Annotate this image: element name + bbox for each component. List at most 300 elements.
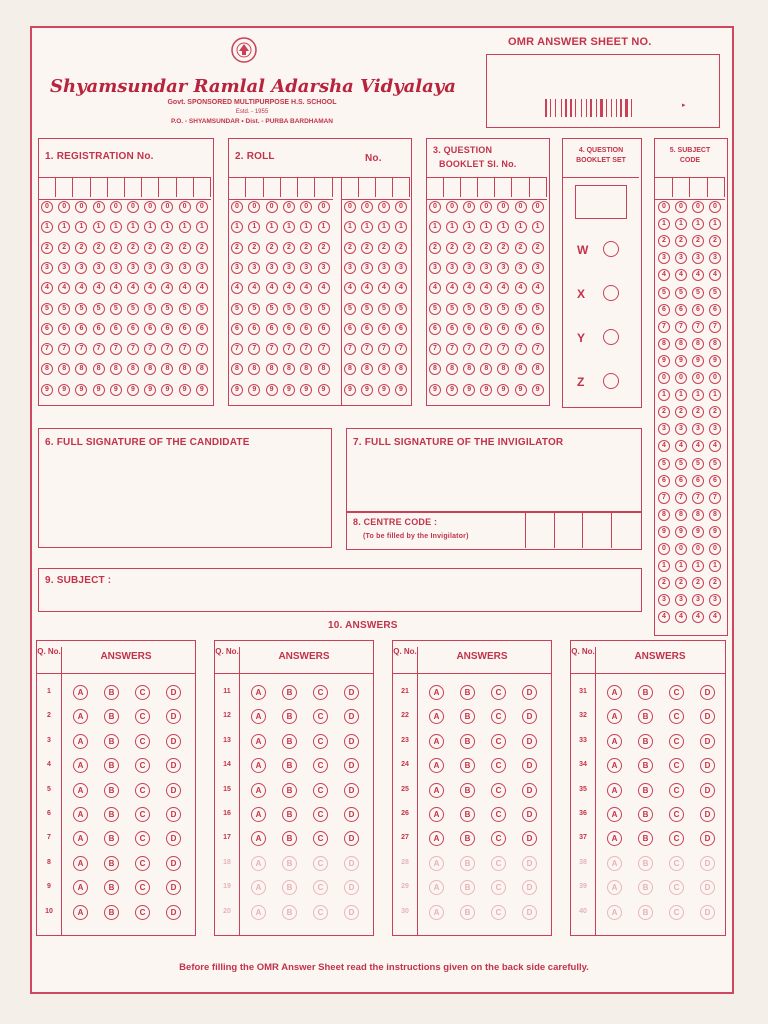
subject-code-bubble[interactable]: 3 bbox=[658, 594, 670, 606]
write-cell[interactable] bbox=[177, 177, 194, 197]
digit-bubble[interactable]: 1 bbox=[429, 221, 441, 233]
digit-bubble[interactable]: 7 bbox=[196, 343, 208, 355]
subject-code-bubble[interactable]: 7 bbox=[675, 492, 687, 504]
booklet-set-bubble[interactable] bbox=[603, 329, 619, 345]
digit-bubble[interactable]: 0 bbox=[395, 201, 407, 213]
digit-bubble[interactable]: 9 bbox=[446, 384, 458, 396]
answer-bubble[interactable]: A bbox=[73, 880, 88, 895]
answer-bubble[interactable]: C bbox=[491, 807, 506, 822]
subject-code-bubble[interactable]: 5 bbox=[658, 458, 670, 470]
digit-bubble[interactable]: 4 bbox=[93, 282, 105, 294]
subject-code-bubble[interactable]: 2 bbox=[658, 577, 670, 589]
answer-bubble[interactable]: A bbox=[607, 734, 622, 749]
write-cell[interactable] bbox=[159, 177, 176, 197]
digit-bubble[interactable]: 1 bbox=[497, 221, 509, 233]
subject-code-bubble[interactable]: 2 bbox=[675, 235, 687, 247]
subject-code-bubble[interactable]: 8 bbox=[658, 509, 670, 521]
subject-code-bubble[interactable]: 3 bbox=[709, 423, 721, 435]
digit-bubble[interactable]: 9 bbox=[300, 384, 312, 396]
write-cell[interactable] bbox=[673, 177, 691, 197]
digit-bubble[interactable]: 0 bbox=[480, 201, 492, 213]
digit-bubble[interactable]: 9 bbox=[248, 384, 260, 396]
digit-bubble[interactable]: 7 bbox=[110, 343, 122, 355]
digit-bubble[interactable]: 8 bbox=[515, 363, 527, 375]
digit-bubble[interactable]: 5 bbox=[361, 303, 373, 315]
subject-code-bubble[interactable]: 0 bbox=[709, 201, 721, 213]
subject-code-bubble[interactable]: 2 bbox=[658, 235, 670, 247]
write-cell[interactable] bbox=[298, 177, 315, 197]
write-cell[interactable] bbox=[342, 177, 359, 197]
answer-bubble[interactable]: C bbox=[669, 807, 684, 822]
centre-code-cells[interactable] bbox=[525, 513, 639, 548]
digit-bubble[interactable]: 8 bbox=[266, 363, 278, 375]
digit-bubble[interactable]: 5 bbox=[41, 303, 53, 315]
answer-bubble[interactable]: B bbox=[282, 709, 297, 724]
answer-bubble[interactable]: D bbox=[522, 758, 537, 773]
digit-bubble[interactable]: 2 bbox=[110, 242, 122, 254]
digit-bubble[interactable]: 1 bbox=[144, 221, 156, 233]
digit-bubble[interactable]: 3 bbox=[344, 262, 356, 274]
subject-code-bubble[interactable]: 1 bbox=[709, 218, 721, 230]
answer-bubble[interactable]: C bbox=[491, 905, 506, 920]
answer-bubble[interactable]: A bbox=[251, 783, 266, 798]
subject-code-bubble[interactable]: 5 bbox=[709, 287, 721, 299]
subject-code-bubble[interactable]: 9 bbox=[709, 355, 721, 367]
digit-bubble[interactable]: 3 bbox=[532, 262, 544, 274]
digit-bubble[interactable]: 0 bbox=[378, 201, 390, 213]
subject-code-bubble[interactable]: 8 bbox=[675, 338, 687, 350]
digit-bubble[interactable]: 9 bbox=[283, 384, 295, 396]
subject-code-bubble[interactable]: 0 bbox=[709, 543, 721, 555]
answer-bubble[interactable]: C bbox=[135, 807, 150, 822]
digit-bubble[interactable]: 0 bbox=[463, 201, 475, 213]
subject-code-bubble[interactable]: 2 bbox=[692, 577, 704, 589]
digit-bubble[interactable]: 2 bbox=[231, 242, 243, 254]
answer-bubble[interactable]: D bbox=[700, 783, 715, 798]
digit-bubble[interactable]: 5 bbox=[144, 303, 156, 315]
answer-bubble[interactable]: A bbox=[429, 758, 444, 773]
digit-bubble[interactable]: 0 bbox=[266, 201, 278, 213]
digit-bubble[interactable]: 2 bbox=[161, 242, 173, 254]
digit-bubble[interactable]: 2 bbox=[144, 242, 156, 254]
digit-bubble[interactable]: 3 bbox=[361, 262, 373, 274]
answer-bubble[interactable]: D bbox=[522, 905, 537, 920]
answer-bubble[interactable]: D bbox=[700, 734, 715, 749]
answer-bubble[interactable]: C bbox=[491, 758, 506, 773]
digit-bubble[interactable]: 4 bbox=[480, 282, 492, 294]
digit-bubble[interactable]: 7 bbox=[231, 343, 243, 355]
digit-bubble[interactable]: 8 bbox=[196, 363, 208, 375]
subject-code-bubble[interactable]: 5 bbox=[675, 287, 687, 299]
answer-bubble[interactable]: B bbox=[104, 905, 119, 920]
answer-bubble[interactable]: B bbox=[104, 880, 119, 895]
answer-bubble[interactable]: C bbox=[669, 758, 684, 773]
digit-bubble[interactable]: 6 bbox=[463, 323, 475, 335]
answer-bubble[interactable]: C bbox=[491, 734, 506, 749]
digit-bubble[interactable]: 7 bbox=[41, 343, 53, 355]
subject-code-bubble[interactable]: 1 bbox=[692, 560, 704, 572]
answer-bubble[interactable]: A bbox=[73, 709, 88, 724]
digit-bubble[interactable]: 5 bbox=[110, 303, 122, 315]
answer-bubble[interactable]: B bbox=[282, 734, 297, 749]
digit-bubble[interactable]: 4 bbox=[266, 282, 278, 294]
write-cell[interactable] bbox=[142, 177, 159, 197]
subject-code-bubble[interactable]: 7 bbox=[658, 492, 670, 504]
subject-code-bubble[interactable]: 1 bbox=[658, 560, 670, 572]
digit-bubble[interactable]: 9 bbox=[266, 384, 278, 396]
digit-bubble[interactable]: 6 bbox=[429, 323, 441, 335]
digit-bubble[interactable]: 7 bbox=[446, 343, 458, 355]
digit-bubble[interactable]: 3 bbox=[300, 262, 312, 274]
digit-bubble[interactable]: 1 bbox=[196, 221, 208, 233]
subject-code-bubble[interactable]: 1 bbox=[692, 218, 704, 230]
answer-bubble[interactable]: C bbox=[669, 734, 684, 749]
digit-bubble[interactable]: 7 bbox=[248, 343, 260, 355]
digit-bubble[interactable]: 8 bbox=[41, 363, 53, 375]
answer-bubble[interactable]: D bbox=[344, 783, 359, 798]
digit-bubble[interactable]: 9 bbox=[480, 384, 492, 396]
digit-bubble[interactable]: 7 bbox=[283, 343, 295, 355]
subject-code-bubble[interactable]: 3 bbox=[692, 423, 704, 435]
digit-bubble[interactable]: 9 bbox=[196, 384, 208, 396]
answer-bubble[interactable]: A bbox=[73, 783, 88, 798]
digit-bubble[interactable]: 5 bbox=[161, 303, 173, 315]
answer-bubble[interactable]: C bbox=[313, 831, 328, 846]
subject-code-bubble[interactable]: 1 bbox=[658, 218, 670, 230]
digit-bubble[interactable]: 1 bbox=[515, 221, 527, 233]
digit-bubble[interactable]: 8 bbox=[344, 363, 356, 375]
digit-bubble[interactable]: 3 bbox=[515, 262, 527, 274]
digit-bubble[interactable]: 2 bbox=[361, 242, 373, 254]
answer-bubble[interactable]: B bbox=[638, 880, 653, 895]
subject-code-bubble[interactable]: 6 bbox=[709, 304, 721, 316]
subject-code-bubble[interactable]: 0 bbox=[675, 201, 687, 213]
centre-code-cell[interactable] bbox=[611, 513, 640, 548]
candidate-signature-box[interactable] bbox=[38, 428, 332, 548]
digit-bubble[interactable]: 0 bbox=[429, 201, 441, 213]
digit-bubble[interactable]: 9 bbox=[344, 384, 356, 396]
subject-code-bubble[interactable]: 5 bbox=[675, 458, 687, 470]
digit-bubble[interactable]: 1 bbox=[361, 221, 373, 233]
answer-bubble[interactable]: A bbox=[429, 831, 444, 846]
answer-bubble[interactable]: D bbox=[166, 783, 181, 798]
answer-bubble[interactable]: D bbox=[166, 807, 181, 822]
subject-code-bubble[interactable]: 1 bbox=[658, 389, 670, 401]
answer-bubble[interactable]: A bbox=[251, 856, 266, 871]
answer-bubble[interactable]: B bbox=[460, 758, 475, 773]
digit-bubble[interactable]: 8 bbox=[75, 363, 87, 375]
digit-bubble[interactable]: 1 bbox=[378, 221, 390, 233]
answer-bubble[interactable]: D bbox=[522, 880, 537, 895]
digit-bubble[interactable]: 1 bbox=[248, 221, 260, 233]
digit-bubble[interactable]: 5 bbox=[344, 303, 356, 315]
digit-bubble[interactable]: 6 bbox=[497, 323, 509, 335]
write-cell[interactable] bbox=[91, 177, 108, 197]
digit-bubble[interactable]: 7 bbox=[93, 343, 105, 355]
answer-bubble[interactable]: C bbox=[669, 856, 684, 871]
answer-bubble[interactable]: D bbox=[344, 905, 359, 920]
subject-code-bubble[interactable]: 1 bbox=[675, 389, 687, 401]
digit-bubble[interactable]: 6 bbox=[196, 323, 208, 335]
write-cell[interactable] bbox=[73, 177, 90, 197]
digit-bubble[interactable]: 1 bbox=[93, 221, 105, 233]
digit-bubble[interactable]: 1 bbox=[110, 221, 122, 233]
digit-bubble[interactable]: 8 bbox=[532, 363, 544, 375]
digit-bubble[interactable]: 7 bbox=[344, 343, 356, 355]
digit-bubble[interactable]: 9 bbox=[161, 384, 173, 396]
digit-bubble[interactable]: 4 bbox=[75, 282, 87, 294]
subject-code-bubble[interactable]: 8 bbox=[675, 509, 687, 521]
digit-bubble[interactable]: 7 bbox=[266, 343, 278, 355]
digit-bubble[interactable]: 1 bbox=[480, 221, 492, 233]
answer-bubble[interactable]: C bbox=[669, 709, 684, 724]
subject-code-bubble[interactable]: 2 bbox=[692, 235, 704, 247]
answer-bubble[interactable]: C bbox=[669, 685, 684, 700]
digit-bubble[interactable]: 7 bbox=[300, 343, 312, 355]
digit-bubble[interactable]: 7 bbox=[127, 343, 139, 355]
digit-bubble[interactable]: 2 bbox=[318, 242, 330, 254]
digit-bubble[interactable]: 8 bbox=[283, 363, 295, 375]
answer-bubble[interactable]: A bbox=[429, 905, 444, 920]
answer-bubble[interactable]: A bbox=[73, 831, 88, 846]
booklet-set-bubble[interactable] bbox=[603, 285, 619, 301]
digit-bubble[interactable]: 4 bbox=[231, 282, 243, 294]
digit-bubble[interactable]: 6 bbox=[179, 323, 191, 335]
digit-bubble[interactable]: 7 bbox=[532, 343, 544, 355]
answer-bubble[interactable]: C bbox=[313, 783, 328, 798]
write-cell[interactable] bbox=[316, 177, 333, 197]
digit-bubble[interactable]: 3 bbox=[318, 262, 330, 274]
digit-bubble[interactable]: 6 bbox=[231, 323, 243, 335]
write-cell[interactable] bbox=[281, 177, 298, 197]
answer-bubble[interactable]: A bbox=[251, 831, 266, 846]
answer-bubble[interactable]: A bbox=[429, 880, 444, 895]
digit-bubble[interactable]: 4 bbox=[41, 282, 53, 294]
answer-bubble[interactable]: B bbox=[104, 831, 119, 846]
digit-bubble[interactable]: 9 bbox=[127, 384, 139, 396]
write-cell[interactable] bbox=[513, 177, 530, 197]
subject-code-bubble[interactable]: 7 bbox=[658, 321, 670, 333]
subject-code-bubble[interactable]: 7 bbox=[709, 492, 721, 504]
subject-code-bubble[interactable]: 6 bbox=[658, 304, 670, 316]
subject-code-bubble[interactable]: 9 bbox=[658, 526, 670, 538]
answer-bubble[interactable]: C bbox=[135, 831, 150, 846]
subject-code-bubble[interactable]: 0 bbox=[692, 372, 704, 384]
answer-bubble[interactable]: A bbox=[429, 734, 444, 749]
answer-bubble[interactable]: B bbox=[104, 783, 119, 798]
digit-bubble[interactable]: 3 bbox=[144, 262, 156, 274]
subject-code-bubble[interactable]: 6 bbox=[675, 304, 687, 316]
answer-bubble[interactable]: B bbox=[638, 807, 653, 822]
digit-bubble[interactable]: 3 bbox=[446, 262, 458, 274]
answer-bubble[interactable]: C bbox=[135, 734, 150, 749]
answer-bubble[interactable]: A bbox=[73, 685, 88, 700]
digit-bubble[interactable]: 3 bbox=[266, 262, 278, 274]
answer-bubble[interactable]: A bbox=[251, 807, 266, 822]
digit-bubble[interactable]: 5 bbox=[75, 303, 87, 315]
answer-bubble[interactable]: D bbox=[700, 831, 715, 846]
answer-bubble[interactable]: A bbox=[429, 807, 444, 822]
subject-code-bubble[interactable]: 7 bbox=[692, 321, 704, 333]
answer-bubble[interactable]: B bbox=[104, 807, 119, 822]
digit-bubble[interactable]: 5 bbox=[318, 303, 330, 315]
digit-bubble[interactable]: 3 bbox=[231, 262, 243, 274]
digit-bubble[interactable]: 9 bbox=[361, 384, 373, 396]
digit-bubble[interactable]: 7 bbox=[378, 343, 390, 355]
answer-bubble[interactable]: C bbox=[669, 783, 684, 798]
digit-bubble[interactable]: 2 bbox=[266, 242, 278, 254]
digit-bubble[interactable]: 6 bbox=[378, 323, 390, 335]
digit-bubble[interactable]: 6 bbox=[446, 323, 458, 335]
digit-bubble[interactable]: 3 bbox=[395, 262, 407, 274]
subject-code-bubble[interactable]: 3 bbox=[658, 252, 670, 264]
digit-bubble[interactable]: 6 bbox=[41, 323, 53, 335]
answer-bubble[interactable]: D bbox=[344, 734, 359, 749]
subject-code-bubble[interactable]: 4 bbox=[709, 269, 721, 281]
write-cell[interactable] bbox=[427, 177, 444, 197]
subject-code-bubble[interactable]: 6 bbox=[692, 304, 704, 316]
digit-bubble[interactable]: 1 bbox=[283, 221, 295, 233]
digit-bubble[interactable]: 3 bbox=[497, 262, 509, 274]
answer-bubble[interactable]: B bbox=[282, 905, 297, 920]
booklet-set-bubble[interactable] bbox=[603, 373, 619, 389]
answer-bubble[interactable]: B bbox=[638, 783, 653, 798]
digit-bubble[interactable]: 2 bbox=[344, 242, 356, 254]
subject-code-bubble[interactable]: 6 bbox=[675, 475, 687, 487]
answer-bubble[interactable]: B bbox=[460, 709, 475, 724]
answer-bubble[interactable]: D bbox=[522, 734, 537, 749]
digit-bubble[interactable]: 7 bbox=[497, 343, 509, 355]
answer-bubble[interactable]: A bbox=[429, 783, 444, 798]
digit-bubble[interactable]: 8 bbox=[318, 363, 330, 375]
digit-bubble[interactable]: 3 bbox=[283, 262, 295, 274]
answer-bubble[interactable]: A bbox=[73, 856, 88, 871]
digit-bubble[interactable]: 2 bbox=[480, 242, 492, 254]
answer-bubble[interactable]: C bbox=[135, 685, 150, 700]
answer-bubble[interactable]: D bbox=[166, 685, 181, 700]
subject-code-bubble[interactable]: 3 bbox=[675, 594, 687, 606]
answer-bubble[interactable]: D bbox=[344, 856, 359, 871]
digit-bubble[interactable]: 4 bbox=[110, 282, 122, 294]
digit-bubble[interactable]: 3 bbox=[41, 262, 53, 274]
subject-code-bubble[interactable]: 3 bbox=[692, 594, 704, 606]
digit-bubble[interactable]: 3 bbox=[429, 262, 441, 274]
digit-bubble[interactable]: 6 bbox=[300, 323, 312, 335]
answer-bubble[interactable]: A bbox=[607, 685, 622, 700]
digit-bubble[interactable]: 1 bbox=[300, 221, 312, 233]
digit-bubble[interactable]: 4 bbox=[446, 282, 458, 294]
answer-bubble[interactable]: D bbox=[700, 807, 715, 822]
digit-bubble[interactable]: 8 bbox=[179, 363, 191, 375]
answer-bubble[interactable]: B bbox=[282, 758, 297, 773]
digit-bubble[interactable]: 8 bbox=[378, 363, 390, 375]
digit-bubble[interactable]: 2 bbox=[179, 242, 191, 254]
digit-bubble[interactable]: 4 bbox=[161, 282, 173, 294]
digit-bubble[interactable]: 6 bbox=[395, 323, 407, 335]
answer-bubble[interactable]: A bbox=[73, 905, 88, 920]
digit-bubble[interactable]: 4 bbox=[532, 282, 544, 294]
write-cell[interactable] bbox=[376, 177, 393, 197]
digit-bubble[interactable]: 1 bbox=[75, 221, 87, 233]
subject-code-bubble[interactable]: 4 bbox=[675, 269, 687, 281]
digit-bubble[interactable]: 1 bbox=[318, 221, 330, 233]
subject-code-bubble[interactable]: 0 bbox=[658, 543, 670, 555]
digit-bubble[interactable]: 1 bbox=[58, 221, 70, 233]
digit-bubble[interactable]: 9 bbox=[93, 384, 105, 396]
answer-bubble[interactable]: A bbox=[73, 734, 88, 749]
answer-bubble[interactable]: A bbox=[251, 685, 266, 700]
digit-bubble[interactable]: 5 bbox=[429, 303, 441, 315]
digit-bubble[interactable]: 8 bbox=[429, 363, 441, 375]
subject-code-bubble[interactable]: 1 bbox=[709, 560, 721, 572]
answer-bubble[interactable]: B bbox=[460, 807, 475, 822]
subject-code-bubble[interactable]: 8 bbox=[709, 509, 721, 521]
answer-bubble[interactable]: B bbox=[638, 685, 653, 700]
subject-code-bubble[interactable]: 0 bbox=[692, 201, 704, 213]
digit-bubble[interactable]: 2 bbox=[429, 242, 441, 254]
subject-code-bubble[interactable]: 4 bbox=[658, 611, 670, 623]
answer-bubble[interactable]: B bbox=[282, 880, 297, 895]
subject-code-bubble[interactable]: 4 bbox=[709, 440, 721, 452]
answer-bubble[interactable]: C bbox=[491, 831, 506, 846]
digit-bubble[interactable]: 7 bbox=[515, 343, 527, 355]
digit-bubble[interactable]: 4 bbox=[378, 282, 390, 294]
answer-bubble[interactable]: D bbox=[166, 880, 181, 895]
answer-bubble[interactable]: A bbox=[429, 856, 444, 871]
digit-bubble[interactable]: 0 bbox=[231, 201, 243, 213]
subject-code-bubble[interactable]: 0 bbox=[658, 201, 670, 213]
booklet-set-bubble[interactable] bbox=[603, 241, 619, 257]
answer-bubble[interactable]: C bbox=[669, 880, 684, 895]
answer-bubble[interactable]: A bbox=[607, 856, 622, 871]
answer-bubble[interactable]: C bbox=[491, 856, 506, 871]
digit-bubble[interactable]: 9 bbox=[532, 384, 544, 396]
subject-code-bubble[interactable]: 4 bbox=[692, 440, 704, 452]
subject-code-bubble[interactable]: 9 bbox=[692, 355, 704, 367]
subject-code-bubble[interactable]: 1 bbox=[692, 389, 704, 401]
digit-bubble[interactable]: 0 bbox=[179, 201, 191, 213]
digit-bubble[interactable]: 4 bbox=[361, 282, 373, 294]
answer-bubble[interactable]: D bbox=[700, 905, 715, 920]
write-cell[interactable] bbox=[264, 177, 281, 197]
answer-bubble[interactable]: B bbox=[104, 758, 119, 773]
digit-bubble[interactable]: 3 bbox=[248, 262, 260, 274]
answer-bubble[interactable]: D bbox=[344, 709, 359, 724]
digit-bubble[interactable]: 7 bbox=[58, 343, 70, 355]
digit-bubble[interactable]: 4 bbox=[395, 282, 407, 294]
digit-bubble[interactable]: 3 bbox=[93, 262, 105, 274]
subject-code-bubble[interactable]: 3 bbox=[675, 252, 687, 264]
write-cell[interactable] bbox=[39, 177, 56, 197]
subject-code-bubble[interactable]: 1 bbox=[709, 389, 721, 401]
answer-bubble[interactable]: C bbox=[313, 905, 328, 920]
subject-code-bubble[interactable]: 2 bbox=[675, 577, 687, 589]
invigilator-signature-box[interactable] bbox=[346, 428, 642, 512]
answer-bubble[interactable]: D bbox=[700, 758, 715, 773]
digit-bubble[interactable]: 4 bbox=[300, 282, 312, 294]
digit-bubble[interactable]: 0 bbox=[75, 201, 87, 213]
digit-bubble[interactable]: 9 bbox=[515, 384, 527, 396]
answer-bubble[interactable]: B bbox=[282, 831, 297, 846]
digit-bubble[interactable]: 0 bbox=[93, 201, 105, 213]
subject-code-bubble[interactable]: 4 bbox=[658, 440, 670, 452]
digit-bubble[interactable]: 7 bbox=[480, 343, 492, 355]
subject-code-bubble[interactable]: 0 bbox=[692, 543, 704, 555]
subject-code-bubble[interactable]: 4 bbox=[675, 440, 687, 452]
digit-bubble[interactable]: 0 bbox=[110, 201, 122, 213]
write-cell[interactable] bbox=[125, 177, 142, 197]
subject-code-bubble[interactable]: 2 bbox=[658, 406, 670, 418]
